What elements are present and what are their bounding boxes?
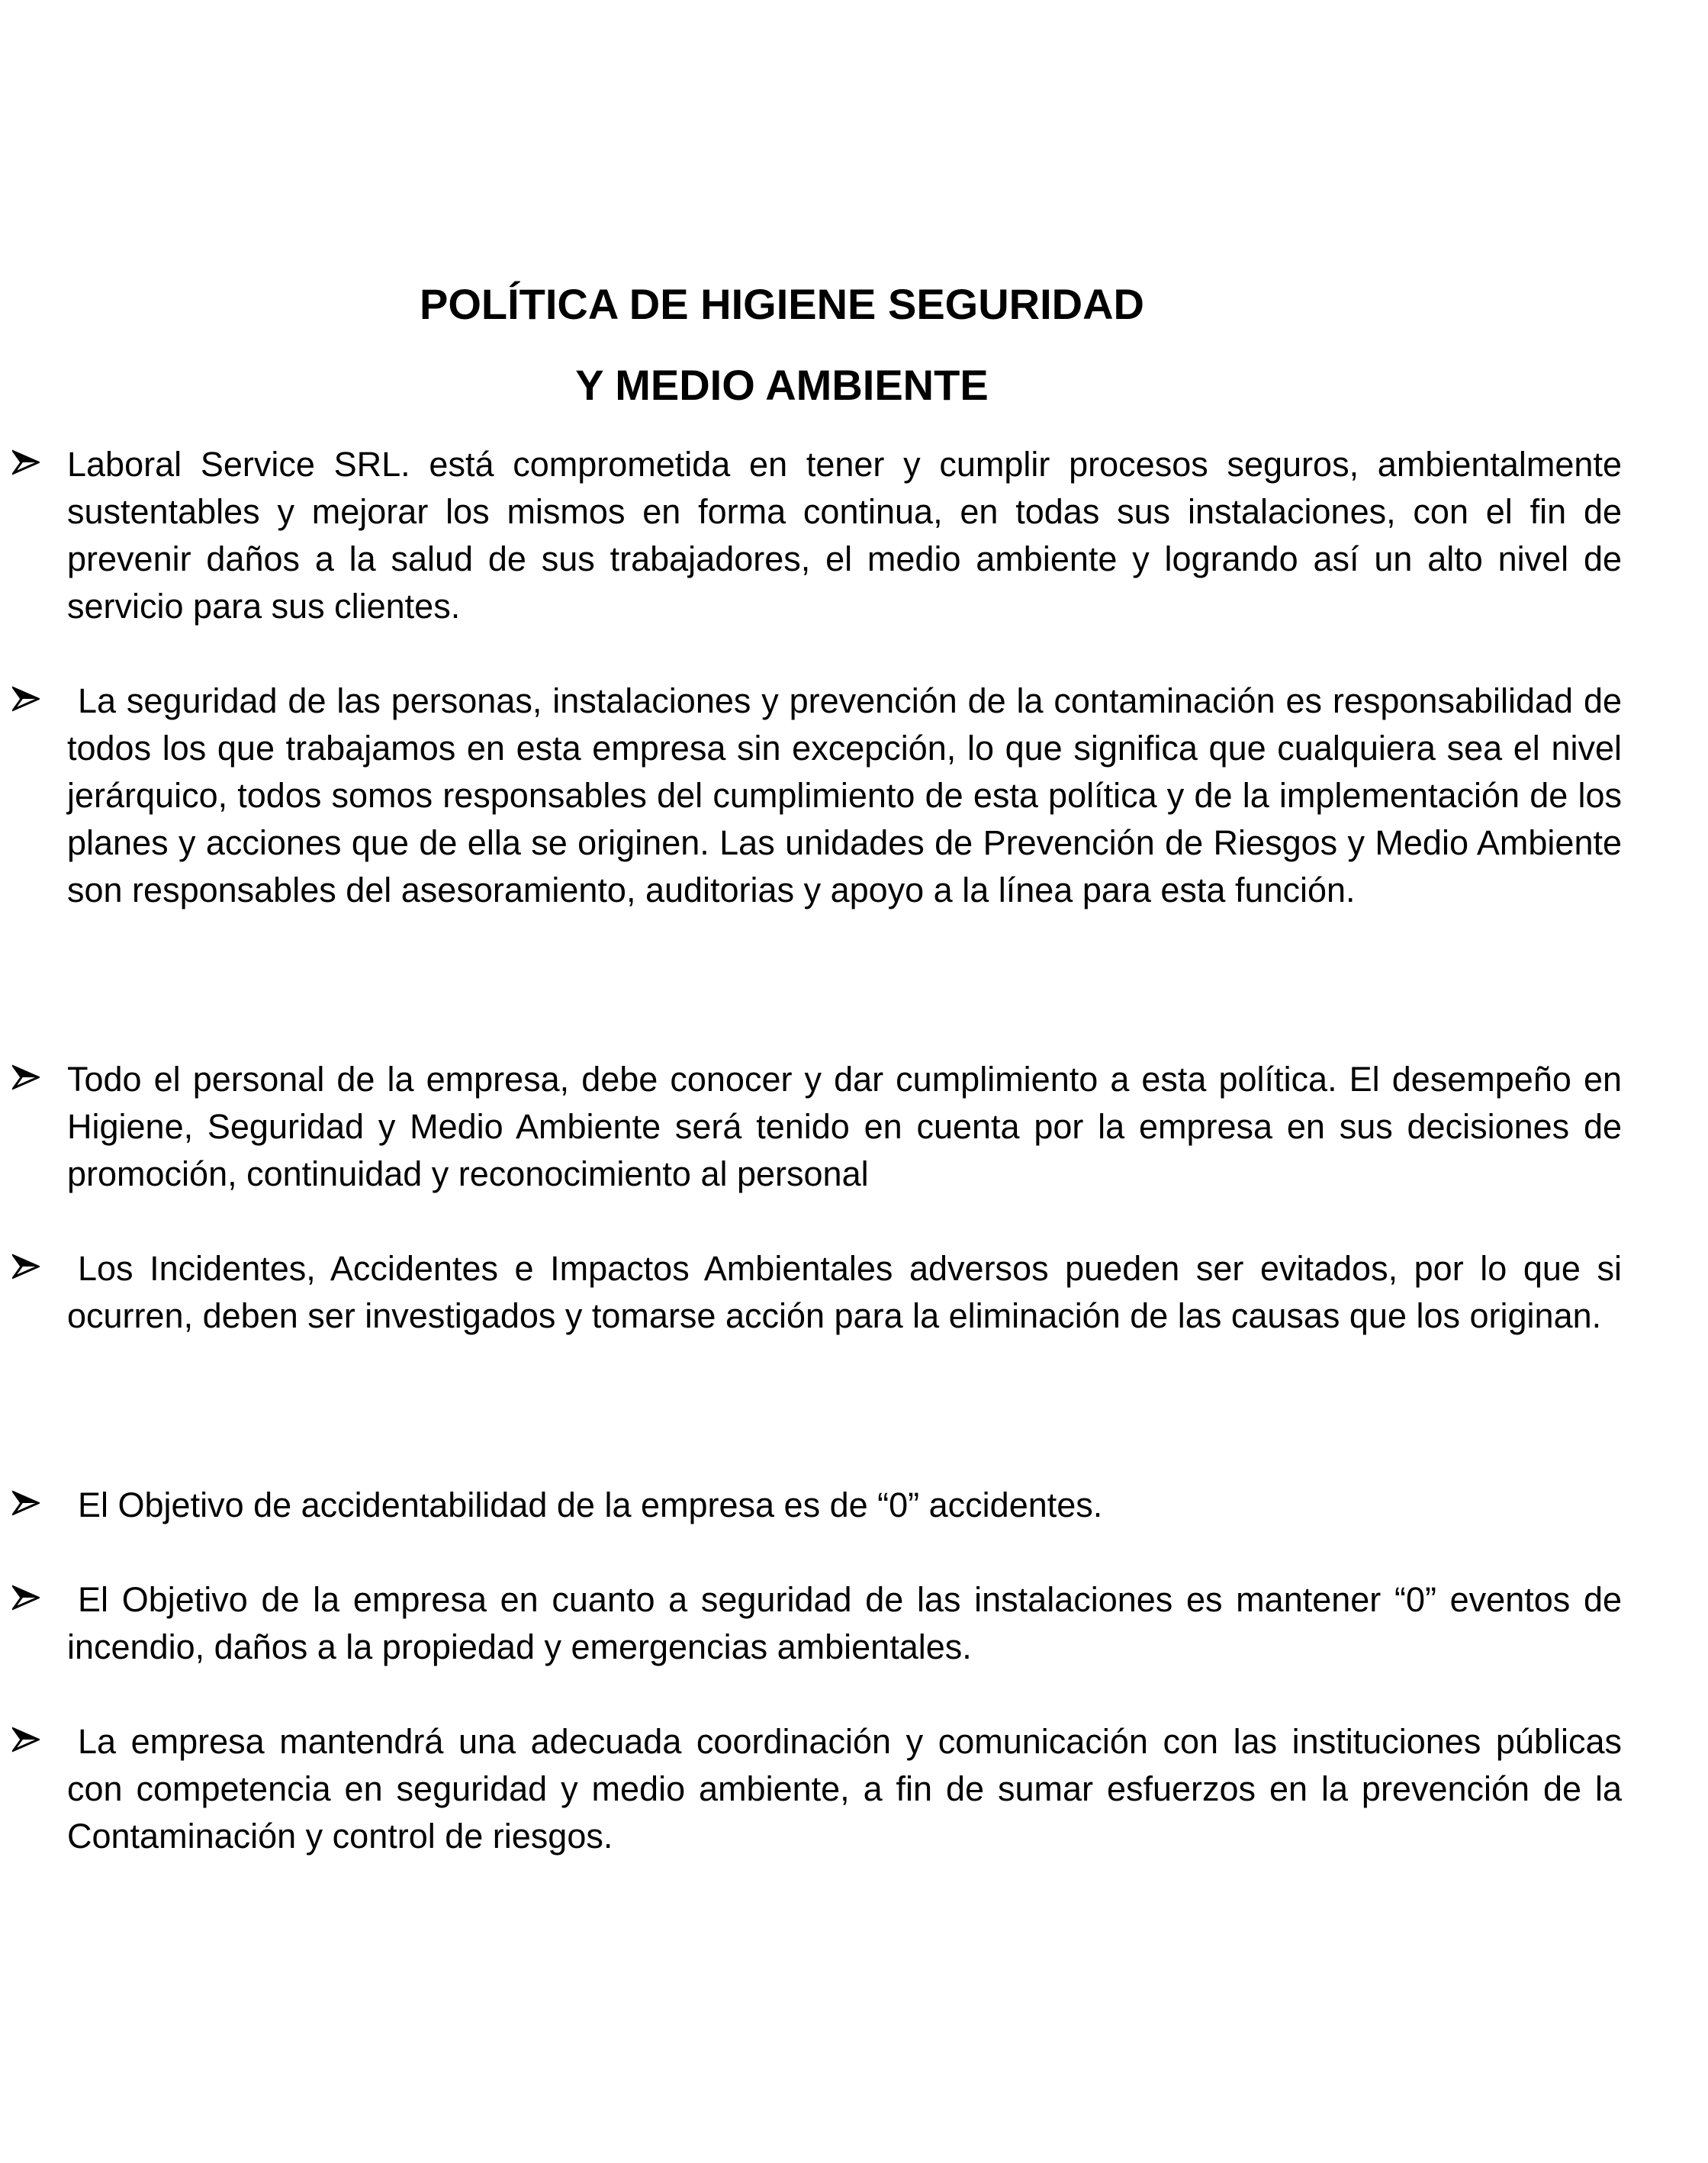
document-title-line-1: POLÍTICA DE HIGIENE SEGURIDAD <box>419 280 1144 328</box>
arrowhead-bullet-icon <box>12 1253 40 1280</box>
policy-bullet-4 <box>12 1245 1622 1340</box>
policy-bullet-text: Todo el personal de la empresa, debe conocer y dar cumplimiento a esta política. El desempeño en Higiene, Seguridad y Medio Ambiente será tenido en cuenta por la empresa en sus decisiones de promoción, continuidad y reconocimiento al personal <box>67 1060 1622 1193</box>
policy-bullet-7 <box>12 1718 1622 1860</box>
arrowhead-bullet-icon <box>12 1064 40 1091</box>
policy-bullet-3 <box>12 1056 1622 1198</box>
policy-bullet-text: El Objetivo de la empresa en cuanto a seguridad de las instalaciones es mantener “0” eventos de incendio, daños a la propiedad y emergencias ambientales. <box>67 1580 1622 1666</box>
policy-bullet-text: Laboral Service SRL. está comprometida en tener y cumplir procesos seguros, ambientalmente sustentables y mejorar los mismos en forma continua, en todas sus instalaciones, con el fin de prevenir daños a la salud de sus trabajadores, el medio ambiente y logrando así un alto nivel de servicio para sus clientes. <box>67 445 1622 626</box>
policy-bullet-text: El Objetivo de accidentabilidad de la empresa es de “0” accidentes. <box>78 1485 1103 1524</box>
arrowhead-bullet-icon <box>12 1726 40 1753</box>
arrowhead-bullet-icon <box>12 1584 40 1611</box>
arrowhead-bullet-icon <box>12 449 40 476</box>
policy-bullet-text: La seguridad de las personas, instalaciones y prevención de la contaminación es responsabilidad de todos los que trabajamos en esta empresa sin excepción, lo que significa que cualquiera sea el nivel jerárquico, todos somos responsables del cumplimiento de esta política y de la implementación de los planes y acciones que de ella se originen. Las unidades de Prevención de Riesgos y Medio Ambiente son responsables del asesoramiento, auditorias y apoyo a la línea para esta función. <box>67 681 1622 909</box>
policy-bullet-6 <box>12 1576 1622 1671</box>
policy-bullet-1 <box>12 441 1622 630</box>
document-title-line-2: Y MEDIO AMBIENTE <box>575 361 989 409</box>
policy-bullet-text: Los Incidentes, Accidentes e Impactos Ambientales adversos pueden ser evitados, por lo que si ocurren, deben ser investigados y tomarse acción para la eliminación de las causas que los originan. <box>67 1249 1622 1335</box>
arrowhead-bullet-icon <box>12 685 40 713</box>
policy-bullet-text: La empresa mantendrá una adecuada coordinación y comunicación con las instituciones públicas con competencia en seguridad y medio ambiente, a fin de sumar esfuerzos en la prevención de la Contaminación y control de riesgos. <box>67 1722 1622 1856</box>
policy-bullet-2 <box>12 678 1622 914</box>
arrowhead-bullet-icon <box>12 1489 40 1517</box>
policy-bullet-5 <box>12 1482 1622 1529</box>
